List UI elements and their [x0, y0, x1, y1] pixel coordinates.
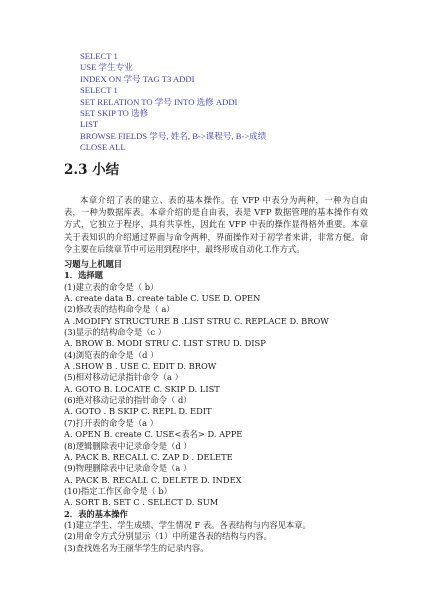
- exercise-task-line: (3)查找姓名为王丽华学生的记录内容。: [64, 542, 209, 553]
- exercise-line: A. GOTO B. LOCATE C. SKIP D. LIST: [64, 383, 220, 394]
- exercise-task-line: (2)用命令方式分别显示（1）中所建各表的结构与内容。: [64, 531, 272, 542]
- exercise-line: A. create data B. create table C. USE D. OPEN: [64, 293, 261, 304]
- code-line: CLOSE ALL: [80, 142, 126, 153]
- code-line: BROWSE FIELDS 学号, 姓名, B->课程号, B->成绩: [80, 130, 267, 141]
- exercise-line: (2)修改表的结构命令是（ a）: [64, 304, 175, 315]
- part1-title: 1．选择题: [64, 270, 103, 281]
- code-line: SET RELATION TO 学号 INTO 选修 ADDI: [80, 96, 238, 107]
- exercise-line: (6)绝对移动记录的指针命令（ d）: [64, 395, 192, 406]
- code-line: SELECT 1: [80, 85, 118, 96]
- exercise-task-line: (1)建立学生、学生成绩、学生情况 F 表。各表结构与内容见本章。: [64, 519, 311, 530]
- exercise-line: (7)打开表的命令是（a ）: [64, 417, 159, 428]
- exercise-line: (10)指定工作区命令是（ b）: [64, 485, 172, 496]
- exercise-line: A. BROW B. MODI STRU C. LIST STRU D. DISP: [64, 338, 266, 349]
- exercise-line: (8)逻辑删除表中记录命令是（d ）: [64, 440, 192, 451]
- exercise-line: (1)建立表的命令是（ b）: [64, 281, 159, 292]
- exercise-line: A. OPEN B. create C. USE<表名> D. APPE: [64, 429, 243, 440]
- code-line: LIST: [80, 119, 99, 130]
- code-line: SET SKIP TO 选修: [80, 108, 149, 119]
- exercise-line: A .MODIFY STRUCTURE B .LIST STRU C. REPLACE D. BROW: [64, 315, 329, 326]
- code-line: INDEX ON 学号 TAG T3 ADDI: [80, 73, 195, 84]
- exercises-block: [64, 259, 384, 554]
- exercise-line: A. SORT B. SET C . SELECT D. SUM: [64, 497, 219, 508]
- exercise-line: (9)物理删除表中记录命令是（a ）: [64, 463, 192, 474]
- exercise-line: A. GOTO . B SKIP C. REPL D. EDIT: [64, 406, 212, 417]
- code-listing: [80, 51, 400, 154]
- exercises-heading: 习题与上机题目: [64, 259, 123, 269]
- exercise-line: (3)显示的结构命令是（c ）: [64, 327, 167, 338]
- section-title: 2.3 小结: [64, 162, 120, 178]
- exercise-line: A .SHOW B . USE C. EDIT D. BROW: [64, 361, 217, 372]
- exercise-line: (4)浏览表的命令是（d ）: [64, 349, 159, 360]
- exercise-line: A. PACK B. RECALL C. ZAP D . DELETE: [64, 451, 233, 462]
- code-line: USE 学生专业: [80, 62, 133, 73]
- summary-paragraph: 本章介绍了表的建立、表的基本操作。在 VFP 中表分为两种，一种为自由表，一种为数据库表。本章介绍的是自由表，表是 VFP 数据管理的基本操作有效方式，它独立于程序，具有共享性，因此在 VFP 中表的操作显得格外重要。本章关于表知识的介绍通过界面与命令两种，界面操作对于初学者来讲，非常方便。命令主要在后续章节中可运用到程序中，最终形成自动化工作方式。: [64, 195, 368, 254]
- exercise-line: A. PACK B. RECALL C. DELETE D. INDEX: [64, 474, 242, 485]
- part2-title: 2．表的基本操作: [64, 508, 128, 519]
- exercise-line: (5)相对移动记录指针命令（a ）: [64, 372, 183, 383]
- code-line: SELECT 1: [80, 51, 118, 61]
